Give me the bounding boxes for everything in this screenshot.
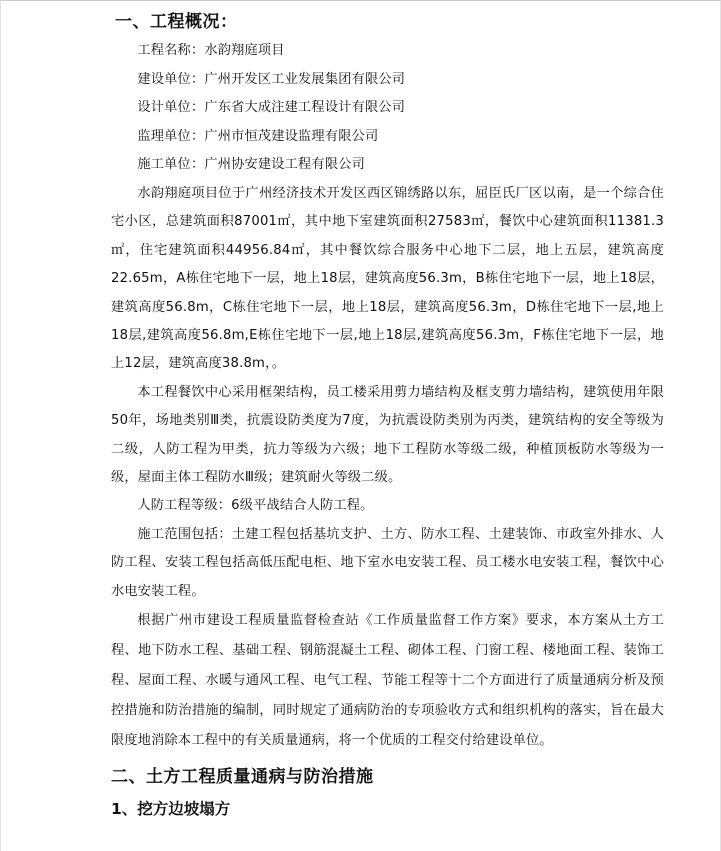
subsection-heading-slope-collapse: 1、挖方边坡塌方 [111,800,231,819]
section-heading-overview: 一、工程概况： [115,12,238,32]
info-designer: 设计单位：广东省大成注建工程设计有限公司 [137,100,406,116]
paragraph-civil-defense: 人防工程等级：6级平战结合人防工程。 [137,498,374,514]
paragraph-plan-basis: 根据广州市建设工程质量监督检查站《工作质量监督工作方案》要求，本方案从土方工程、地下防水工程、基础工程、钢筋混凝土工程、砌体工程、门窗工程、楼地面工程、装饰工程、屋面工程、水暖与通风工程、电气工程、节能工程等十二个方面进行了质量通病分析及预控措施和防治措施的编制，同时规定了通病防治的专项验收方式和组织机构的落实，旨在最大限度地消除本工程中的有关质量通病，将一个优质的工程交付给建设单位。 [111,613,664,749]
info-client: 建设单位：广州开发区工业发展集团有限公司 [137,71,406,87]
info-project-name: 工程名称：水韵翔庭项目 [137,43,285,58]
info-contractor: 施工单位：广州协安建设工程有限公司 [137,157,365,173]
paragraph-project-description: 水韵翔庭项目位于广州经济技术开发区西区锦绣路以东，屈臣氏厂区以南，是一个综合住宅小区，总建筑面积87001㎡，其中地下室建筑面积27583㎡，餐饮中心建筑面积11381.3㎡，住宅建筑面积44956.84㎡，其中餐饮综合服务中心地下二层，地上五层，建筑高度22.65m，A栋住宅地下一层，地上18层，建筑高度56.3m，B栋住宅地下一层，地上18层，建筑高度56.8m，C栋住宅地下一层，地上18层，建筑高度56.3m，D栋住宅地下一层,地上18层,建筑高度56.8m,E栋住宅地下一层,地上18层,建筑高度56.3m，F栋住宅地下一层，地上12层，建筑高度38.8m，。 [111,185,664,372]
info-supervisor: 监理单位：广州市恒茂建设监理有限公司 [137,128,379,144]
section-heading-earthwork: 二、土方工程质量通病与防治措施 [111,767,374,788]
paragraph-scope: 施工范围包括：土建工程包括基坑支护、土方、防水工程、土建装饰、市政室外排水、人防工程、安装工程包括高低压配电柜、地下室水电安装工程、员工楼水电安装工程，餐饮中心水电安装工程。 [111,526,664,599]
paragraph-structure: 本工程餐饮中心采用框架结构，员工楼采用剪力墙结构及框支剪力墙结构，建筑使用年限50年，场地类别Ⅲ类，抗震设防类度为7度，为抗震设防类别为丙类，建筑结构的安全等级为二级，人防工程为甲类，抗力等级为六级；地下工程防水等级二级，种植顶板防水等级为一级，屋面主体工程防水Ⅲ级；建筑耐火等级二级。 [111,384,664,486]
